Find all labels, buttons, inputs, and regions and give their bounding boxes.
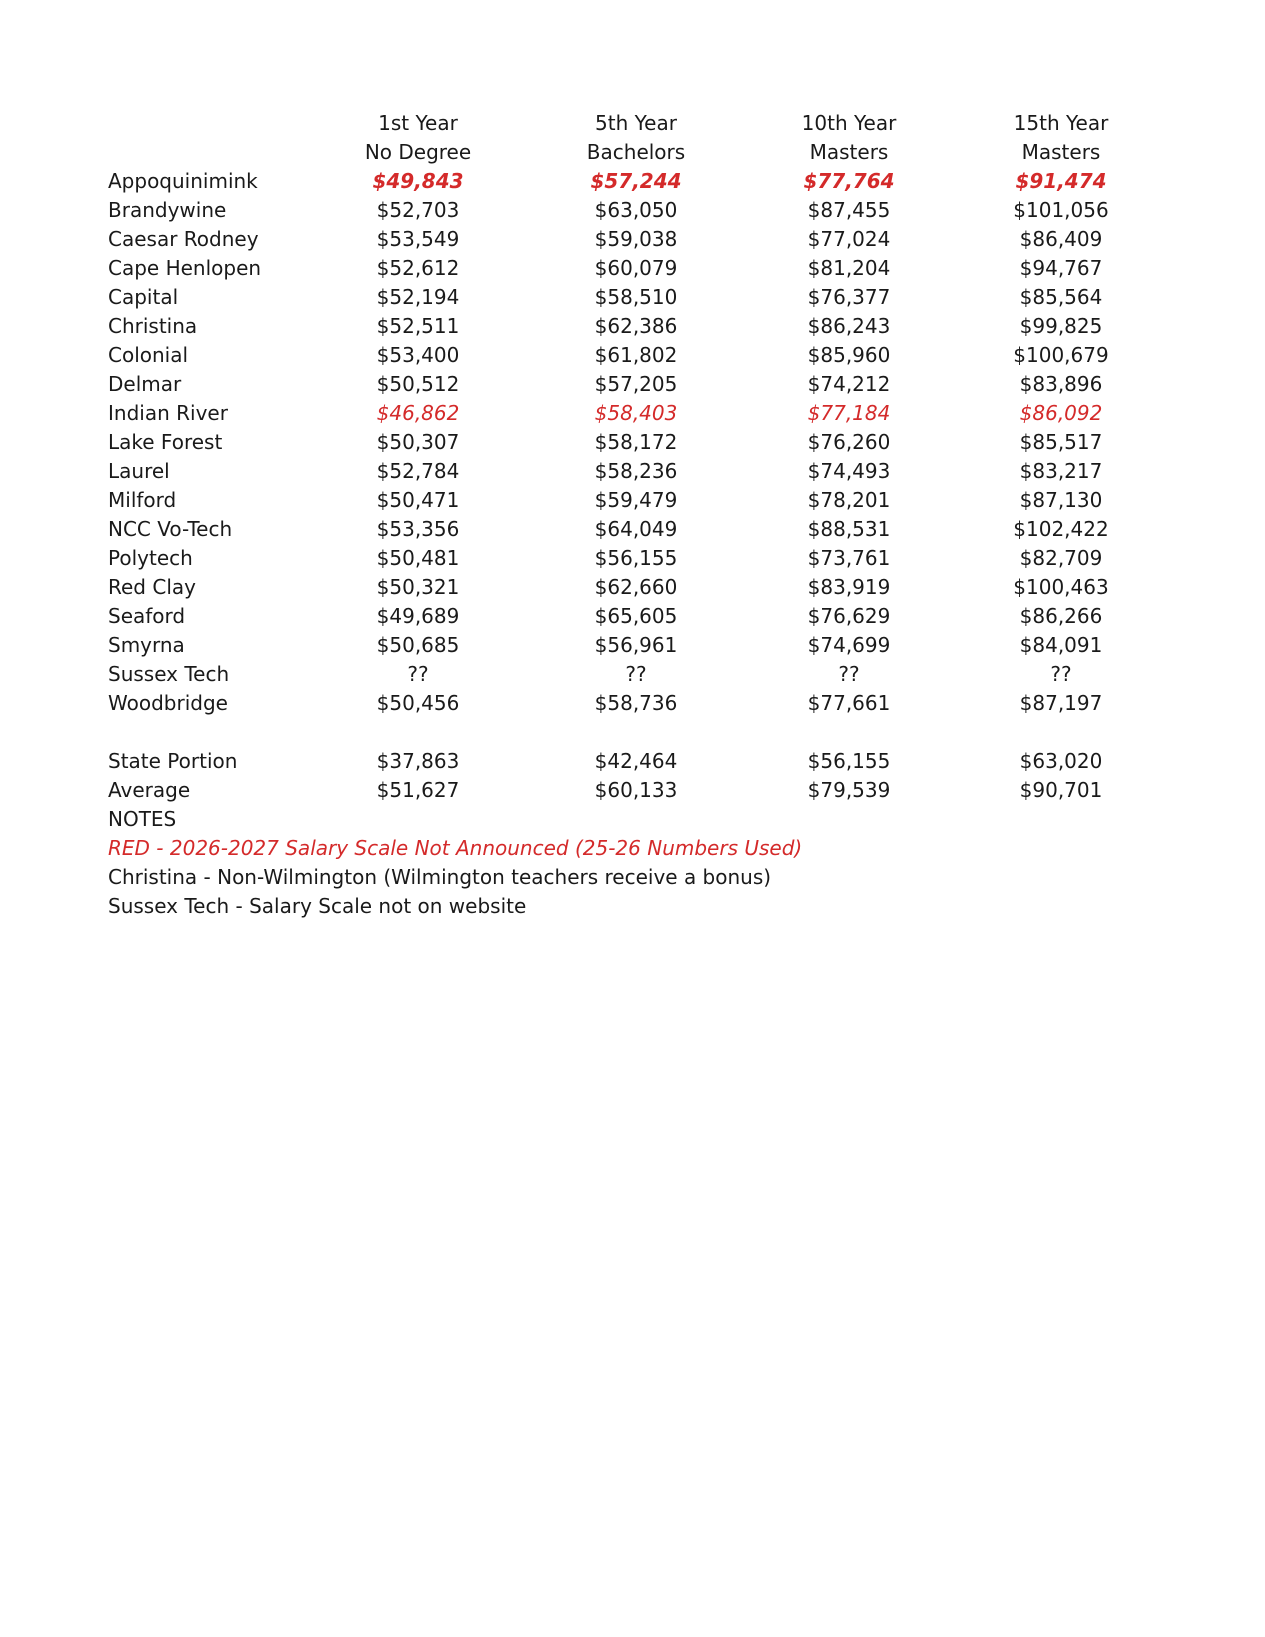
- salary-cell: $86,266: [1019, 604, 1103, 628]
- header-row-years: [0, 108, 1265, 138]
- salary-cell: ??: [625, 662, 647, 686]
- salary-cell: $78,201: [807, 488, 891, 512]
- table-row: [0, 427, 1265, 457]
- district-name: Lake Forest: [108, 430, 223, 454]
- salary-cell: $84,091: [1019, 633, 1103, 657]
- salary-cell: $52,612: [376, 256, 460, 280]
- salary-cell: $58,172: [594, 430, 678, 454]
- salary-cell: $64,049: [594, 517, 678, 541]
- summary-cell: $42,464: [594, 749, 678, 773]
- salary-cell: $50,307: [376, 430, 460, 454]
- summary-row-state-portion: [0, 746, 1265, 776]
- salary-cell: $77,184: [807, 401, 891, 425]
- salary-cell: $87,130: [1019, 488, 1103, 512]
- table-row: [0, 630, 1265, 660]
- district-name: Smyrna: [108, 633, 185, 657]
- salary-cell: $86,243: [807, 314, 891, 338]
- header-degree-5: Bachelors: [586, 140, 686, 164]
- salary-cell: $74,699: [807, 633, 891, 657]
- header-year-10: 10th Year: [801, 111, 897, 135]
- summary-cell: $79,539: [807, 778, 891, 802]
- salary-cell: $52,194: [376, 285, 460, 309]
- table-row: [0, 601, 1265, 631]
- salary-cell: $81,204: [807, 256, 891, 280]
- salary-cell: $49,843: [372, 169, 464, 193]
- salary-cell: $88,531: [807, 517, 891, 541]
- salary-cell: $57,244: [590, 169, 682, 193]
- salary-cell: $56,961: [594, 633, 678, 657]
- salary-cell: $52,703: [376, 198, 460, 222]
- salary-cell: $57,205: [594, 372, 678, 396]
- salary-cell: $52,511: [376, 314, 460, 338]
- salary-cell: $83,217: [1019, 459, 1103, 483]
- salary-cell: $77,024: [807, 227, 891, 251]
- salary-cell: $86,092: [1019, 401, 1103, 425]
- district-name: Capital: [108, 285, 179, 309]
- district-name: Laurel: [108, 459, 170, 483]
- salary-cell: $74,493: [807, 459, 891, 483]
- table-row: [0, 166, 1265, 196]
- district-name: Sussex Tech: [108, 662, 230, 686]
- salary-cell: $65,605: [594, 604, 678, 628]
- header-degree-1: No Degree: [364, 140, 472, 164]
- header-year-15: 15th Year: [1013, 111, 1109, 135]
- header-year-5: 5th Year: [595, 111, 677, 135]
- salary-cell: $74,212: [807, 372, 891, 396]
- salary-cell: $52,784: [376, 459, 460, 483]
- notes-heading: NOTES: [108, 807, 177, 831]
- salary-cell: $77,764: [803, 169, 895, 193]
- district-name: NCC Vo-Tech: [108, 517, 233, 541]
- district-name: Red Clay: [108, 575, 196, 599]
- salary-cell: $100,679: [1013, 343, 1109, 367]
- salary-cell: $56,155: [594, 546, 678, 570]
- salary-cell: $62,660: [594, 575, 678, 599]
- district-name: Delmar: [108, 372, 182, 396]
- salary-cell: $83,919: [807, 575, 891, 599]
- district-name: Woodbridge: [108, 691, 228, 715]
- salary-cell: $49,689: [376, 604, 460, 628]
- summary-row-average: [0, 775, 1265, 805]
- salary-cell: $53,400: [376, 343, 460, 367]
- salary-cell: $50,685: [376, 633, 460, 657]
- salary-cell: $99,825: [1019, 314, 1103, 338]
- summary-cell: $60,133: [594, 778, 678, 802]
- district-name: Seaford: [108, 604, 186, 628]
- header-year-1: 1st Year: [378, 111, 458, 135]
- salary-cell: ??: [1050, 662, 1072, 686]
- header-row-degrees: [0, 137, 1265, 167]
- salary-cell: $76,260: [807, 430, 891, 454]
- table-row: [0, 282, 1265, 312]
- salary-cell: $58,403: [594, 401, 678, 425]
- salary-cell: $85,564: [1019, 285, 1103, 309]
- district-name: Colonial: [108, 343, 189, 367]
- table-row: [0, 195, 1265, 225]
- summary-cell: $37,863: [376, 749, 460, 773]
- salary-cell: $61,802: [594, 343, 678, 367]
- salary-cell: $50,456: [376, 691, 460, 715]
- table-row: [0, 369, 1265, 399]
- salary-cell: $86,409: [1019, 227, 1103, 251]
- summary-label: State Portion: [108, 749, 238, 773]
- district-name: Appoquinimink: [108, 169, 258, 193]
- salary-cell: $46,862: [376, 401, 460, 425]
- salary-cell: $82,709: [1019, 546, 1103, 570]
- header-degree-10: Masters: [809, 140, 889, 164]
- table-row: [0, 543, 1265, 573]
- district-name: Polytech: [108, 546, 193, 570]
- table-row: [0, 485, 1265, 515]
- salary-cell: $59,038: [594, 227, 678, 251]
- salary-cell: $53,356: [376, 517, 460, 541]
- salary-cell: $59,479: [594, 488, 678, 512]
- salary-cell: $102,422: [1013, 517, 1109, 541]
- salary-cell: $58,236: [594, 459, 678, 483]
- district-name: Indian River: [108, 401, 228, 425]
- salary-cell: $85,960: [807, 343, 891, 367]
- salary-cell: $50,481: [376, 546, 460, 570]
- salary-cell: $53,549: [376, 227, 460, 251]
- note-sussex-tech: Sussex Tech - Salary Scale not on website: [108, 894, 527, 918]
- salary-cell: $76,629: [807, 604, 891, 628]
- table-row: [0, 688, 1265, 718]
- salary-cell: $58,736: [594, 691, 678, 715]
- summary-label: Average: [108, 778, 191, 802]
- salary-cell: $73,761: [807, 546, 891, 570]
- summary-cell: $56,155: [807, 749, 891, 773]
- salary-cell: $77,661: [807, 691, 891, 715]
- salary-cell: $62,386: [594, 314, 678, 338]
- summary-cell: $63,020: [1019, 749, 1103, 773]
- salary-cell: $85,517: [1019, 430, 1103, 454]
- salary-cell: ??: [838, 662, 860, 686]
- table-row: [0, 659, 1265, 689]
- header-degree-15: Masters: [1021, 140, 1101, 164]
- salary-cell: $83,896: [1019, 372, 1103, 396]
- note-red-legend: RED - 2026-2027 Salary Scale Not Announced (25-26 Numbers Used): [108, 836, 803, 860]
- table-row: [0, 456, 1265, 486]
- table-row: [0, 398, 1265, 428]
- salary-cell: $101,056: [1013, 198, 1109, 222]
- table-row: [0, 514, 1265, 544]
- table-row: [0, 311, 1265, 341]
- salary-cell: $50,471: [376, 488, 460, 512]
- salary-cell: $94,767: [1019, 256, 1103, 280]
- district-name: Cape Henlopen: [108, 256, 262, 280]
- district-name: Brandywine: [108, 198, 227, 222]
- salary-cell: $58,510: [594, 285, 678, 309]
- salary-cell: $100,463: [1013, 575, 1109, 599]
- salary-cell: $60,079: [594, 256, 678, 280]
- district-name: Milford: [108, 488, 177, 512]
- summary-cell: $51,627: [376, 778, 460, 802]
- salary-cell: $50,321: [376, 575, 460, 599]
- salary-cell: $76,377: [807, 285, 891, 309]
- table-row: [0, 224, 1265, 254]
- district-name: Caesar Rodney: [108, 227, 259, 251]
- salary-cell: $63,050: [594, 198, 678, 222]
- summary-cell: $90,701: [1019, 778, 1103, 802]
- salary-cell: ??: [407, 662, 429, 686]
- table-row: [0, 253, 1265, 283]
- salary-cell: $91,474: [1015, 169, 1107, 193]
- table-row: [0, 572, 1265, 602]
- note-christina: Christina - Non-Wilmington (Wilmington teachers receive a bonus): [108, 865, 772, 889]
- district-name: Christina: [108, 314, 198, 338]
- salary-cell: $50,512: [376, 372, 460, 396]
- table-row: [0, 340, 1265, 370]
- salary-cell: $87,455: [807, 198, 891, 222]
- salary-cell: $87,197: [1019, 691, 1103, 715]
